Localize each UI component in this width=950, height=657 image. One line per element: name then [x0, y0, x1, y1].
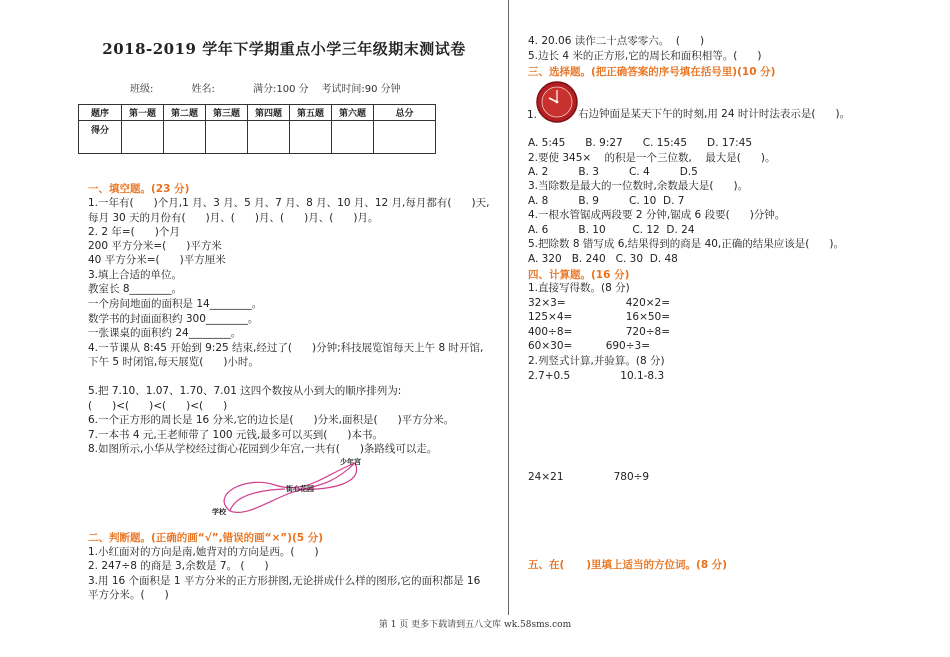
score-header-cell: 第一题: [122, 105, 164, 121]
question-line: ( )<( )<( )<( ): [88, 400, 228, 412]
question-line: 40 平方分米=( )平方厘米: [88, 254, 226, 266]
score-header-cell: 第二题: [164, 105, 206, 121]
calc-line: 32×3= 420×2=: [528, 297, 671, 309]
page-footer: 第 1 页 更多下载请到五八文库 wk.58sms.com: [378, 620, 572, 630]
question-line: 5.把 7.10、1.07、1.70、7.01 这四个数按从小到大的顺序排列为:: [88, 385, 402, 397]
question-line: 200 平方分米=( )平方米: [88, 240, 222, 252]
question-line: 2.列竖式计算,并验算。(8 分): [528, 355, 665, 367]
question-line: 平方分米。( ): [88, 589, 169, 601]
question-line: 教室长 8________。: [88, 283, 183, 295]
section-fill-blank-title: 一、填空题。(23 分): [88, 183, 190, 195]
exam-title: 2018-2019 学年下学期重点小学三年级期末测试卷: [102, 40, 466, 58]
calc-line: 2.7+0.5 10.1-8.3: [528, 370, 665, 382]
section-true-false-title: 二、判断题。(正确的画“√”,错误的画“×”)(5 分): [88, 532, 324, 544]
answer-options: A. 2 B. 3 C. 4 D.5: [528, 166, 698, 178]
question-line: 每月 30 天的月份有( )月、( )月、( )月、( )月。: [88, 212, 379, 224]
score-cell[interactable]: [374, 121, 436, 154]
question-line: 5.把除数 8 错写成 6,结果得到的商是 40,正确的结果应该是( )。: [528, 238, 844, 250]
score-header-cell: 第五题: [290, 105, 332, 121]
question-line: 5.边长 4 米的正方形,它的周长和面积相等。( ): [528, 50, 762, 62]
question-line: 4.一根水管锯成两段要 2 分钟,锯成 6 段要( )分钟。: [528, 209, 786, 221]
score-header-cell: 总分: [374, 105, 436, 121]
score-table: [78, 104, 436, 154]
question-line: 1.一年有( )个月,1 月、3 月、5 月、7 月、8 月、10 月、12 月,每月都有( )天,: [88, 197, 490, 209]
question-line: 1.直接写得数。(8 分): [528, 282, 630, 294]
question-line: 4.一节课从 8:45 开始到 9:25 结束,经过了( )分钟;科技展览馆每天上午 8 时开馆,: [88, 342, 484, 354]
score-header-row: [79, 105, 436, 121]
column-divider: [508, 0, 509, 615]
section-direction-title: 五、在( )里填上适当的方位词。(8 分): [528, 559, 728, 571]
section-multiple-choice-title: 三、选择题。(把正确答案的序号填在括号里)(10 分): [528, 66, 776, 78]
calc-line: 24×21 780÷9: [528, 471, 650, 483]
map-label-garden: 街心花园: [286, 485, 314, 493]
clock-icon: [535, 80, 579, 124]
question-line: 一个房间地面的面积是 14________。: [88, 298, 263, 310]
score-cell[interactable]: [122, 121, 164, 154]
map-label-school: 学校: [212, 508, 226, 516]
score-cell[interactable]: [206, 121, 248, 154]
calc-line: 400÷8= 720÷8=: [528, 326, 671, 338]
question-line: 下午 5 时闭馆,每天展览( )小时。: [88, 356, 259, 368]
question-line: 8.如图所示,小华从学校经过街心花园到少年宫,一共有( )条路线可以走。: [88, 443, 438, 455]
question-line: 2.要使 345× 的积是一个三位数, 最大是( )。: [528, 152, 776, 164]
score-cell[interactable]: [290, 121, 332, 154]
answer-options: A. 6 B. 10 C. 12 D. 24: [528, 224, 695, 236]
score-value-row: [79, 121, 436, 154]
score-header-cell: 第六题: [332, 105, 374, 121]
question-line: 3.用 16 个面积是 1 平方分米的正方形拼图,无论拼成什么样的图形,它的面积都是 16: [88, 575, 481, 587]
exam-info-line: 班级: 姓名: 满分:100 分 考试时间:90 分钟: [130, 84, 401, 95]
question-line: 7.一本书 4 元,王老师带了 100 元钱,最多可以买到( )本书。: [88, 429, 383, 441]
score-cell[interactable]: [332, 121, 374, 154]
question-line: 右边钟面是某天下午的时刻,用 24 时计时法表示是( )。: [578, 108, 851, 120]
section-calculation-title: 四、计算题。(16 分): [528, 269, 630, 281]
calc-line: 60×30= 690÷3=: [528, 340, 651, 352]
question-line: 3.当除数是最大的一位数时,余数最大是( )。: [528, 180, 749, 192]
question-line: 数学书的封面面积约 300________。: [88, 313, 259, 325]
answer-options: A. 320 B. 240 C. 30 D. 48: [528, 253, 678, 265]
score-cell[interactable]: [248, 121, 290, 154]
question-line: 4. 20.06 读作二十点零零六。 ( ): [528, 35, 705, 47]
answer-options: A. 5:45 B. 9:27 C. 15:45 D. 17:45: [528, 137, 753, 149]
question-line: 2. 247÷8 的商是 3,余数是 7。 ( ): [88, 560, 269, 572]
score-header-cell: 题序: [79, 105, 122, 121]
question-line: 一张课桌的面积约 24________。: [88, 327, 242, 339]
question-line: 6.一个正方形的周长是 16 分米,它的边长是( )分米,面积是( )平方分米。: [88, 414, 455, 426]
score-cell[interactable]: [164, 121, 206, 154]
question-line: 2. 2 年=( )个月: [88, 226, 180, 238]
score-header-cell: 第三题: [206, 105, 248, 121]
question-line: 1.小红面对的方向是南,她背对的方向是西。( ): [88, 546, 319, 558]
question-number: 1.: [527, 109, 538, 121]
score-header-cell: 第四题: [248, 105, 290, 121]
answer-options: A. 8 B. 9 C. 10 D. 7: [528, 195, 685, 207]
calc-line: 125×4= 16×50=: [528, 311, 671, 323]
score-row-label: 得分: [79, 121, 122, 154]
map-label-palace: 少年宫: [340, 458, 361, 466]
question-line: 3.填上合适的单位。: [88, 269, 183, 281]
